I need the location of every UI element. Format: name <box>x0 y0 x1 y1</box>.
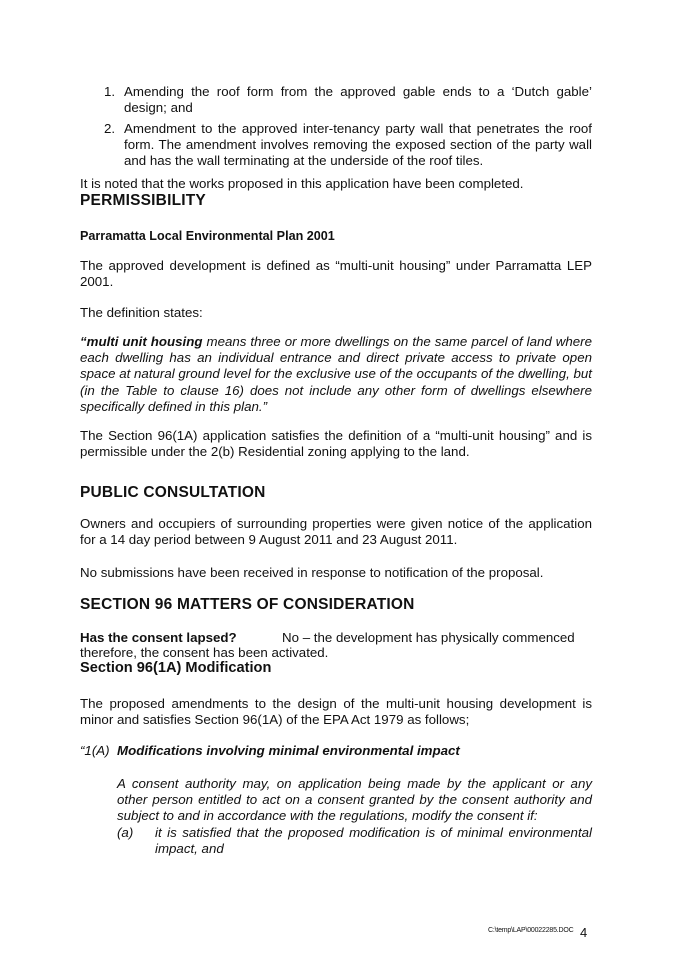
quote-label: “1(A) <box>80 743 110 758</box>
list-item-2 <box>104 121 592 170</box>
section96-para-1: The proposed amendments to the design of the multi-unit housing development is minor and satisfies Section 96(1A) of the EPA Act 1979 as follows; <box>80 696 592 728</box>
definition-term: “multi unit housing <box>80 334 203 349</box>
quote-heading-line <box>80 743 592 759</box>
definition-quote <box>80 334 592 415</box>
lapsed-line <box>80 630 592 646</box>
list-number: 1. <box>104 84 116 99</box>
consultation-para-1: Owners and occupiers of surrounding properties were given notice of the application for a 14 day period between 9 August 2011 and 23 August 2011. <box>80 516 592 548</box>
quote-item-label: (a) <box>117 825 134 840</box>
consultation-para-2: No submissions have been received in response to notification of the proposal. <box>80 565 544 580</box>
list-text: Amendment to the approved inter-tenancy party wall that penetrates the roof form. The amendment involves removing the exposed section of the party wall and has the wall terminating at the underside of the roof tiles. <box>124 121 592 169</box>
section96-heading: SECTION 96 MATTERS OF CONSIDERATION <box>80 596 415 613</box>
list-item-1 <box>104 84 592 116</box>
lapsed-answer: No – the development has physically commenced <box>282 630 575 645</box>
permissibility-para-1: The approved development is defined as “multi-unit housing” under Parramatta LEP 2001. <box>80 258 592 290</box>
list-text: Amending the roof form from the approved gable ends to a ‘Dutch gable’ design; and <box>124 84 592 116</box>
footer-file-path: C:\temp\LAP\00022285.DOC <box>488 927 574 934</box>
quote-item-a <box>117 825 592 857</box>
lapsed-label: Has the consent lapsed? <box>80 630 237 645</box>
modification-heading: Section 96(1A) Modification <box>80 660 272 676</box>
quote-title: Modifications involving minimal environmental impact <box>117 743 460 758</box>
public-consultation-heading: PUBLIC CONSULTATION <box>80 484 266 501</box>
quote-paragraph: A consent authority may, on application being made by the applicant or any other person entitled to act on a consent granted by the consent authority and subject to and in accordance with the regulations, modify the consent if: <box>117 776 592 824</box>
quote-item-text: it is satisfied that the proposed modification is of minimal environmental impact, and <box>155 825 592 857</box>
lapsed-continuation: therefore, the consent has been activated. <box>80 645 329 660</box>
permissibility-para-3: The Section 96(1A) application satisfies the definition of a “multi-unit housing” and is permissible under the 2(b) Residential zoning applying to the land. <box>80 428 592 460</box>
completion-note: It is noted that the works proposed in this application have been completed. <box>80 176 524 191</box>
list-number: 2. <box>104 121 116 136</box>
permissibility-heading: PERMISSIBILITY <box>80 192 206 209</box>
definition-text: means three or more dwellings on the same parcel of land where each dwelling has an individual entrance and direct private access to private open space at natural ground level for the exclusive use of the occupants of the dwelling, but (in the Table to clause 16) does not include any other form of dwellings elsewhere specifically defined in this plan.” <box>80 334 592 414</box>
lep-subheading: Parramatta Local Environmental Plan 2001 <box>80 229 335 243</box>
page-number: 4 <box>580 925 588 940</box>
permissibility-para-2: The definition states: <box>80 305 203 320</box>
